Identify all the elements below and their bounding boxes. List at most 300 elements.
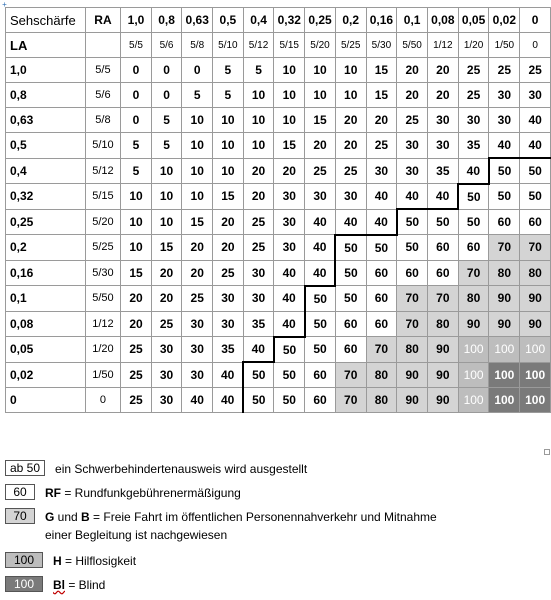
cell-value: 30	[274, 235, 305, 261]
cell-value: 40	[274, 311, 305, 337]
cell-value: 15	[182, 209, 213, 235]
row-ra: 5/8	[85, 108, 121, 133]
legend-bold-b: B	[81, 510, 90, 524]
cell-value: 20	[182, 260, 213, 286]
cell-value: 20	[243, 158, 274, 184]
header-column: 0,16	[366, 8, 397, 33]
cell-value: 30	[520, 83, 551, 108]
cell-value: 10	[182, 184, 213, 210]
header-column: 0,4	[243, 8, 274, 33]
legend-bold-g: G	[45, 510, 55, 524]
cell-value: 10	[274, 83, 305, 108]
legend-text-gb	[45, 508, 437, 544]
cell-value: 15	[151, 235, 182, 261]
cell-value: 40	[274, 286, 305, 312]
legend-bold-bl: Bl	[53, 578, 65, 592]
cell-value: 80	[397, 337, 428, 363]
legend-und: und	[54, 510, 82, 524]
cell-value: 5	[121, 133, 152, 159]
cell-value: 15	[274, 133, 305, 159]
row-label: 0	[6, 388, 86, 413]
cell-value: 25	[335, 158, 366, 184]
cell-value: 5	[151, 133, 182, 159]
cell-value: 40	[366, 184, 397, 210]
cell-value: 30	[182, 362, 213, 388]
cell-value: 30	[213, 311, 244, 337]
cell-value: 20	[121, 286, 152, 312]
cell-value: 30	[305, 184, 336, 210]
table-row	[6, 184, 551, 210]
cell-value: 50	[243, 362, 274, 388]
cell-value: 70	[397, 286, 428, 312]
cell-value: 25	[520, 58, 551, 83]
legend-bold-h: H	[53, 554, 62, 568]
row-ra: 5/25	[85, 235, 121, 261]
cell-value: 25	[121, 388, 152, 413]
header-label: Sehschärfe	[6, 8, 86, 33]
legend-box-100-bl: 100	[5, 576, 43, 592]
cell-value: 70	[397, 311, 428, 337]
cell-value: 10	[213, 158, 244, 184]
subheader-column: 5/5	[121, 33, 152, 58]
header-column: 0,5	[213, 8, 244, 33]
cell-value: 25	[182, 286, 213, 312]
cell-value: 25	[458, 83, 489, 108]
cell-value: 10	[335, 83, 366, 108]
row-ra: 5/5	[85, 58, 121, 83]
table-row	[6, 209, 551, 235]
cell-value: 10	[182, 158, 213, 184]
table-row	[6, 108, 551, 133]
subheader-column: 1/50	[489, 33, 520, 58]
legend-desc-gb-line2: einer Begleitung ist nachgewiesen	[45, 528, 228, 542]
cell-value: 40	[335, 209, 366, 235]
cell-value: 25	[366, 133, 397, 159]
legend-box-100-h: 100	[5, 552, 43, 568]
cell-value: 70	[489, 235, 520, 261]
row-ra: 5/50	[85, 286, 121, 312]
table-row	[6, 58, 551, 83]
cell-value: 80	[427, 311, 458, 337]
cell-value: 30	[427, 133, 458, 159]
subheader-column: 5/20	[305, 33, 336, 58]
header-column: 0,63	[182, 8, 213, 33]
cell-value: 10	[151, 158, 182, 184]
cell-value: 100	[489, 388, 520, 413]
subheader-column: 1/12	[427, 33, 458, 58]
cell-value: 25	[243, 235, 274, 261]
cell-value: 50	[397, 235, 428, 261]
cell-value: 50	[335, 260, 366, 286]
header-column: 0,08	[427, 8, 458, 33]
cell-value: 60	[335, 337, 366, 363]
cell-value: 30	[274, 209, 305, 235]
header-column: 0,8	[151, 8, 182, 33]
cell-value: 15	[366, 58, 397, 83]
cell-value: 20	[182, 235, 213, 261]
cell-value: 50	[305, 337, 336, 363]
cell-value: 30	[489, 83, 520, 108]
row-ra: 5/20	[85, 209, 121, 235]
cell-value: 100	[489, 362, 520, 388]
cell-value: 0	[151, 58, 182, 83]
cell-value: 60	[520, 209, 551, 235]
cell-value: 30	[458, 108, 489, 133]
cell-value: 90	[489, 311, 520, 337]
cell-value: 40	[305, 260, 336, 286]
cell-value: 50	[427, 209, 458, 235]
legend-desc-bl: = Blind	[65, 578, 106, 592]
table-row	[6, 362, 551, 388]
cell-value: 20	[427, 58, 458, 83]
cell-value: 5	[213, 83, 244, 108]
cell-value: 5	[243, 58, 274, 83]
cell-value: 25	[243, 209, 274, 235]
cell-value: 20	[427, 83, 458, 108]
cell-value: 40	[427, 184, 458, 210]
legend-item-ab50	[5, 460, 307, 478]
cell-value: 30	[397, 133, 428, 159]
cell-value: 50	[274, 337, 305, 363]
row-ra: 5/10	[85, 133, 121, 159]
cell-value: 60	[397, 260, 428, 286]
cell-value: 50	[397, 209, 428, 235]
legend-box-60: 60	[5, 484, 35, 500]
cell-value: 5	[182, 83, 213, 108]
cell-value: 25	[458, 58, 489, 83]
cell-value: 90	[397, 362, 428, 388]
cell-value: 10	[305, 83, 336, 108]
cell-value: 20	[397, 83, 428, 108]
cell-value: 0	[121, 83, 152, 108]
header-row	[6, 8, 551, 33]
cell-value: 70	[366, 337, 397, 363]
subheader-column: 5/12	[243, 33, 274, 58]
cell-value: 15	[121, 260, 152, 286]
row-label: 0,16	[6, 260, 86, 286]
row-ra: 5/12	[85, 158, 121, 184]
cell-value: 20	[366, 108, 397, 133]
cell-value: 70	[335, 388, 366, 413]
cell-value: 40	[489, 133, 520, 159]
cell-value: 35	[458, 133, 489, 159]
subheader-label: LA	[6, 33, 86, 58]
row-ra: 1/50	[85, 362, 121, 388]
subheader-column: 5/30	[366, 33, 397, 58]
cell-value: 100	[489, 337, 520, 363]
cell-value: 20	[213, 209, 244, 235]
cell-value: 35	[213, 337, 244, 363]
subheader-column: 1/20	[458, 33, 489, 58]
cell-value: 40	[305, 235, 336, 261]
cell-value: 60	[366, 260, 397, 286]
cell-value: 10	[305, 58, 336, 83]
table-row	[6, 83, 551, 108]
row-ra: 5/6	[85, 83, 121, 108]
row-label: 0,02	[6, 362, 86, 388]
row-label: 0,32	[6, 184, 86, 210]
table-row	[6, 158, 551, 184]
row-ra: 5/30	[85, 260, 121, 286]
cell-value: 70	[427, 286, 458, 312]
legend-desc-rf: = Rundfunkgebührenermäßigung	[61, 486, 241, 500]
cell-value: 40	[274, 260, 305, 286]
cell-value: 100	[458, 337, 489, 363]
cell-value: 100	[520, 388, 551, 413]
cell-value: 50	[335, 286, 366, 312]
legend-item-rf	[5, 484, 241, 502]
cell-value: 15	[305, 108, 336, 133]
cell-value: 50	[305, 311, 336, 337]
cell-value: 50	[520, 184, 551, 210]
cell-value: 30	[243, 260, 274, 286]
cell-value: 50	[458, 209, 489, 235]
table-row	[6, 337, 551, 363]
cell-value: 60	[489, 209, 520, 235]
subheader-column: 0	[520, 33, 551, 58]
cell-value: 40	[520, 108, 551, 133]
cell-value: 70	[458, 260, 489, 286]
row-label: 0,2	[6, 235, 86, 261]
subheader-row	[6, 33, 551, 58]
cell-value: 10	[274, 108, 305, 133]
header-column: 1,0	[121, 8, 152, 33]
cell-value: 25	[489, 58, 520, 83]
cell-value: 60	[366, 286, 397, 312]
cell-value: 50	[489, 184, 520, 210]
legend-box-70: 70	[5, 508, 35, 524]
cell-value: 10	[121, 209, 152, 235]
cell-value: 10	[213, 133, 244, 159]
cell-value: 10	[243, 83, 274, 108]
cell-value: 5	[121, 158, 152, 184]
cell-value: 90	[427, 388, 458, 413]
cell-value: 30	[274, 184, 305, 210]
cell-value: 30	[182, 311, 213, 337]
cell-value: 5	[151, 108, 182, 133]
cell-value: 10	[274, 58, 305, 83]
header-column: 0,02	[489, 8, 520, 33]
cell-value: 30	[151, 337, 182, 363]
table-anchor-icon[interactable]: +	[2, 0, 7, 9]
row-ra: 5/15	[85, 184, 121, 210]
cell-value: 90	[520, 286, 551, 312]
cell-value: 20	[121, 311, 152, 337]
visual-acuity-table	[5, 7, 551, 413]
cell-value: 80	[489, 260, 520, 286]
legend-desc-h: = Hilflosigkeit	[61, 554, 137, 568]
legend-item-gb	[5, 508, 437, 544]
row-label: 0,63	[6, 108, 86, 133]
table-row	[6, 286, 551, 312]
header-column: 0	[520, 8, 551, 33]
legend-desc-gb: = Freie Fahrt im öffentlichen Personennahverkehr und Mitnahme	[89, 510, 437, 524]
cell-value: 0	[121, 108, 152, 133]
cell-value: 50	[458, 184, 489, 210]
cell-value: 80	[366, 388, 397, 413]
table-row	[6, 260, 551, 286]
cell-value: 50	[489, 158, 520, 184]
legend-text-bl	[53, 576, 105, 594]
legend-text-ab50: ein Schwerbehindertenausweis wird ausgestellt	[55, 462, 308, 476]
row-label: 0,4	[6, 158, 86, 184]
subheader-column: 5/8	[182, 33, 213, 58]
cell-value: 40	[213, 388, 244, 413]
cell-value: 30	[427, 108, 458, 133]
cell-value: 40	[458, 158, 489, 184]
cell-value: 15	[366, 83, 397, 108]
cell-value: 40	[397, 184, 428, 210]
cell-value: 70	[520, 235, 551, 261]
cell-value: 10	[243, 108, 274, 133]
cell-value: 50	[520, 158, 551, 184]
cell-value: 60	[366, 311, 397, 337]
cell-value: 80	[458, 286, 489, 312]
row-label: 0,5	[6, 133, 86, 159]
cell-value: 90	[458, 311, 489, 337]
cell-value: 50	[335, 235, 366, 261]
subheader-column: 5/15	[274, 33, 305, 58]
header-column: 0,32	[274, 8, 305, 33]
table-row	[6, 311, 551, 337]
cell-value: 0	[182, 58, 213, 83]
cell-value: 10	[121, 184, 152, 210]
table-row	[6, 133, 551, 159]
cell-value: 60	[305, 362, 336, 388]
cell-value: 20	[243, 184, 274, 210]
cell-value: 40	[305, 209, 336, 235]
row-label: 0,08	[6, 311, 86, 337]
row-ra: 1/20	[85, 337, 121, 363]
cell-value: 10	[243, 133, 274, 159]
visual-acuity-table-wrapper	[5, 7, 551, 413]
legend-text-rf	[45, 484, 241, 502]
cell-value: 10	[182, 108, 213, 133]
cell-value: 100	[520, 362, 551, 388]
cell-value: 90	[489, 286, 520, 312]
cell-value: 30	[151, 388, 182, 413]
cell-value: 40	[243, 337, 274, 363]
header-ra: RA	[85, 8, 121, 33]
row-label: 0,1	[6, 286, 86, 312]
cell-value: 50	[366, 235, 397, 261]
cell-value: 30	[397, 158, 428, 184]
cell-value: 20	[335, 108, 366, 133]
cell-value: 10	[121, 235, 152, 261]
cell-value: 25	[151, 311, 182, 337]
cell-value: 60	[458, 235, 489, 261]
header-column: 0,25	[305, 8, 336, 33]
cell-value: 0	[121, 58, 152, 83]
subheader-column: 5/10	[213, 33, 244, 58]
cell-value: 70	[335, 362, 366, 388]
cell-value: 20	[335, 133, 366, 159]
legend-text-h	[53, 552, 136, 570]
cell-value: 60	[427, 260, 458, 286]
cell-value: 5	[213, 58, 244, 83]
cell-value: 0	[151, 83, 182, 108]
cell-value: 100	[458, 388, 489, 413]
cell-value: 25	[121, 362, 152, 388]
header-column: 0,05	[458, 8, 489, 33]
cell-value: 20	[305, 133, 336, 159]
cell-value: 30	[335, 184, 366, 210]
cell-value: 90	[520, 311, 551, 337]
subheader-column: 5/6	[151, 33, 182, 58]
cell-value: 25	[121, 337, 152, 363]
row-label: 0,25	[6, 209, 86, 235]
header-column: 0,1	[397, 8, 428, 33]
cell-value: 30	[366, 158, 397, 184]
cell-value: 90	[427, 362, 458, 388]
cell-value: 60	[427, 235, 458, 261]
subheader-ra	[85, 33, 121, 58]
cell-value: 50	[274, 362, 305, 388]
table-resize-handle[interactable]	[544, 449, 550, 455]
cell-value: 80	[366, 362, 397, 388]
cell-value: 25	[213, 260, 244, 286]
cell-value: 20	[397, 58, 428, 83]
cell-value: 10	[213, 108, 244, 133]
cell-value: 60	[335, 311, 366, 337]
subheader-column: 5/25	[335, 33, 366, 58]
cell-value: 10	[151, 209, 182, 235]
cell-value: 30	[151, 362, 182, 388]
cell-value: 60	[305, 388, 336, 413]
subheader-column: 5/50	[397, 33, 428, 58]
cell-value: 15	[213, 184, 244, 210]
cell-value: 10	[182, 133, 213, 159]
row-ra: 0	[85, 388, 121, 413]
cell-value: 30	[489, 108, 520, 133]
cell-value: 40	[182, 388, 213, 413]
legend-box-ab50: ab 50	[5, 460, 45, 476]
table-row	[6, 388, 551, 413]
header-column: 0,2	[335, 8, 366, 33]
cell-value: 30	[182, 337, 213, 363]
cell-value: 10	[335, 58, 366, 83]
cell-value: 25	[305, 158, 336, 184]
cell-value: 50	[243, 388, 274, 413]
cell-value: 50	[305, 286, 336, 312]
row-label: 1,0	[6, 58, 86, 83]
cell-value: 20	[213, 235, 244, 261]
legend-bold-rf: RF	[45, 486, 61, 500]
cell-value: 90	[427, 337, 458, 363]
cell-value: 20	[151, 260, 182, 286]
legend-item-h	[5, 552, 136, 570]
legend-item-bl	[5, 576, 105, 594]
cell-value: 40	[520, 133, 551, 159]
row-ra: 1/12	[85, 311, 121, 337]
cell-value: 20	[274, 158, 305, 184]
row-label: 0,8	[6, 83, 86, 108]
cell-value: 50	[274, 388, 305, 413]
cell-value: 30	[243, 286, 274, 312]
cell-value: 25	[397, 108, 428, 133]
cell-value: 35	[427, 158, 458, 184]
cell-value: 80	[520, 260, 551, 286]
table-row	[6, 235, 551, 261]
cell-value: 40	[213, 362, 244, 388]
row-label: 0,05	[6, 337, 86, 363]
cell-value: 35	[243, 311, 274, 337]
cell-value: 10	[151, 184, 182, 210]
cell-value: 90	[397, 388, 428, 413]
cell-value: 40	[366, 209, 397, 235]
cell-value: 30	[213, 286, 244, 312]
cell-value: 100	[520, 337, 551, 363]
